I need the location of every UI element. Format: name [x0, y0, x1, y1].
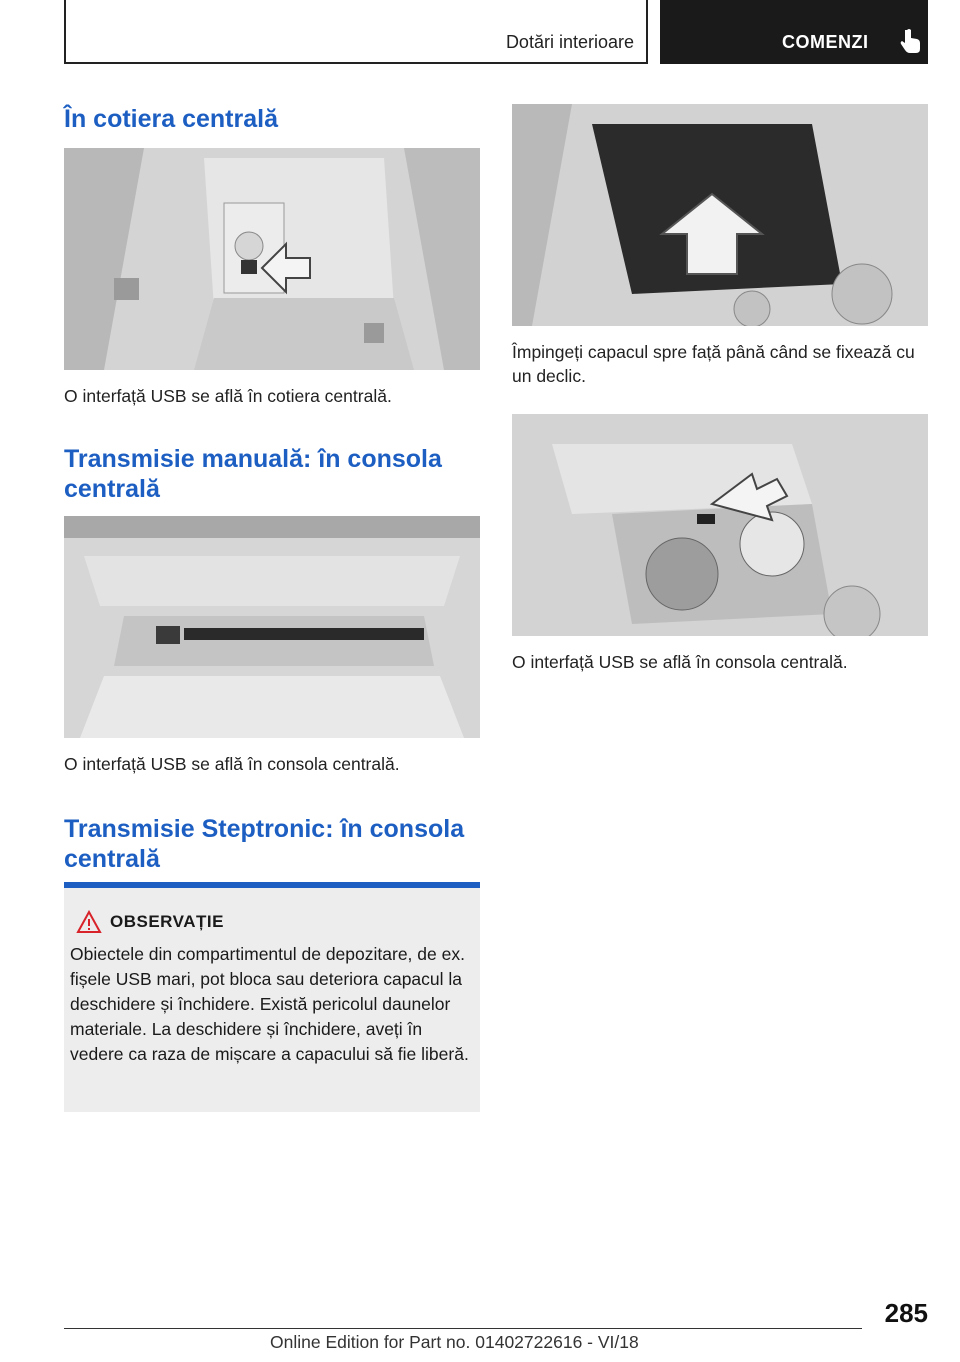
photo-push-cover: [512, 104, 928, 326]
photo-steptronic-console: [512, 414, 928, 636]
pointing-hand-icon: [900, 28, 922, 54]
notice-box: [64, 882, 480, 1112]
header-chapter-tab: [660, 0, 928, 64]
footer-edition: Online Edition for Part no. 01402722616 - VI/18: [270, 1332, 639, 1352]
photo-center-console-manual: [64, 516, 480, 738]
caption-steptronic-console: O interfață USB se află în consola centrală.: [512, 652, 848, 672]
page-number: 285: [884, 1298, 928, 1328]
heading-armrest: În cotiera centrală: [64, 105, 278, 133]
heading-steptronic: Transmisie Steptronic: în consola centrală: [64, 815, 465, 873]
header-chapter-title: COMENZI: [782, 32, 869, 52]
photo-armrest-usb: [64, 148, 480, 370]
notice-text: Obiectele din compartimentul de depozitare, de ex. fișele USB mari, pot bloca sau deteriora capacul la deschidere și închidere. Există pericolul daunelor materiale. La deschidere și închidere, aveți în vedere ca raza de mișcare a capacului să fie liberă.: [70, 944, 469, 1064]
header-section-tab: [64, 0, 648, 64]
header-section-title: Dotări interioare: [505, 32, 634, 52]
caption-armrest: O interfață USB se află în cotiera centrală.: [64, 386, 392, 406]
heading-manual-transmission: Transmisie manuală: în consola centrală: [64, 445, 442, 503]
caption-manual-console: O interfață USB se află în consola centrală.: [64, 754, 400, 774]
notice-title: OBSERVAȚIE: [110, 912, 224, 931]
footer-divider: [64, 1328, 862, 1329]
warning-triangle-icon: [76, 910, 102, 934]
caption-push-cover: Împingeți capacul spre față până când se fixează cu un declic.: [512, 342, 915, 386]
